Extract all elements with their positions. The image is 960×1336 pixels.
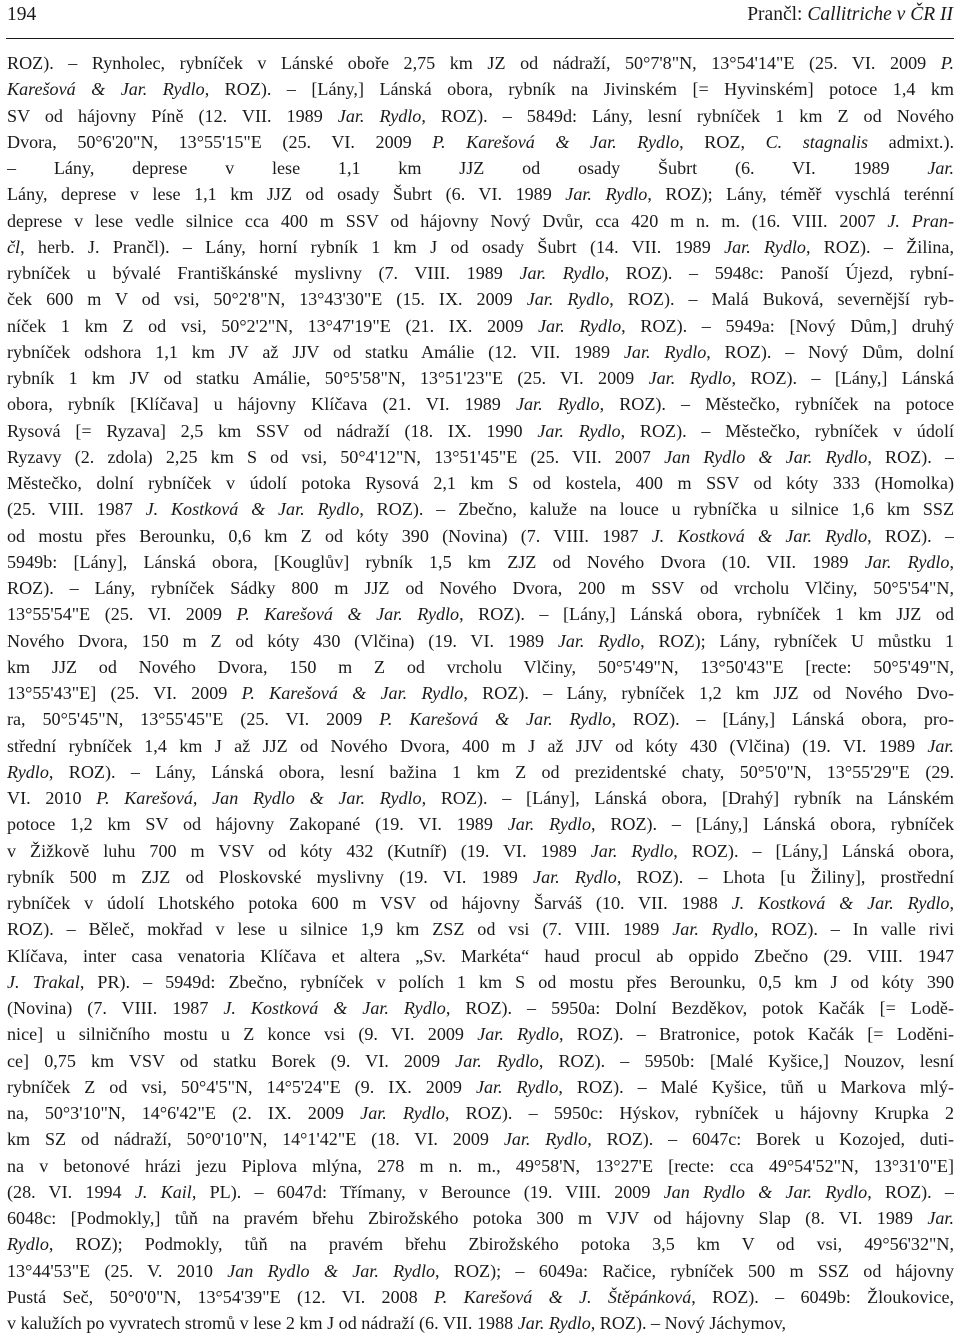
text-line bbox=[7, 654, 954, 680]
text-run: ROZ). – Běleč, mokřad v lese u silnice 1,9 km ZSZ od vsi (7. VIII. 1989 bbox=[7, 919, 673, 940]
text-run: ROZ). – Lány, rybníček Sádky 800 m JJZ od Nového Dvora, 200 m SSV od vrcholu Vlčiny, 50°5'54"N, bbox=[7, 578, 954, 598]
text-run: Dvora, 50°6'20"N, 13°55'15"E (25. VI. 2009 bbox=[7, 131, 433, 152]
text-run: rybníček u bývalé Františkánské myslivny (7. VIII. 1989 bbox=[7, 263, 520, 283]
text-line bbox=[7, 208, 954, 234]
text-run: , ROZ, bbox=[679, 131, 766, 152]
italic-run: Jar. Rydlo bbox=[590, 840, 674, 861]
text-line bbox=[7, 628, 954, 654]
text-run: na, 50°3'10"N, 14°6'42"E (2. IX. 2009 bbox=[7, 1103, 361, 1123]
header-rule bbox=[6, 38, 954, 39]
italic-run: Jar. Rydlo bbox=[533, 866, 617, 887]
text-run: , ROZ). – bbox=[867, 446, 954, 467]
text-run: , ROZ). – [Lány,] Lánská bbox=[731, 368, 954, 388]
text-line bbox=[7, 496, 954, 522]
text-line bbox=[7, 995, 954, 1021]
italic-run: Jar. Rydlo bbox=[724, 236, 806, 257]
text-run: Lány, deprese v lese 1,1 km JJZ od osady Šubrt (6. VI. 1989 bbox=[7, 184, 566, 205]
text-run: (25. VIII. 1987 bbox=[7, 499, 146, 520]
italic-run: P. Karešová & Jar. Rydlo bbox=[432, 131, 680, 152]
text-run: , bbox=[949, 893, 954, 913]
text-run: , ROZ). – 5950c: Hýskov, rybníček u hájovny Krupka 2 bbox=[444, 1103, 954, 1123]
italic-run: Jar. Rydlo bbox=[526, 289, 610, 310]
italic-run: P. Karešová & Jar. Rydlo bbox=[379, 709, 612, 730]
text-run: rybník 500 m ZJZ od Ploskovské myslivny (19. VI. 1989 bbox=[7, 866, 534, 887]
italic-run: čl bbox=[7, 236, 21, 257]
text-line bbox=[7, 838, 954, 864]
italic-run: Rydlo bbox=[7, 1234, 49, 1255]
text-run: ce] 0,75 km VSV od statku Borek (9. VI. 2009 bbox=[7, 1050, 456, 1071]
text-run: Klíčava, inter casa venatoria Klíčava et altera „Sv. Markéta“ haud procul ab oppido Zbečno (29. VIII. 1947 bbox=[7, 945, 954, 966]
italic-run: Jar. Rydlo bbox=[515, 394, 600, 415]
italic-run: Jar. Rydlo bbox=[557, 630, 641, 651]
text-line bbox=[7, 890, 954, 916]
text-line bbox=[7, 1258, 954, 1284]
text-run: , ROZ). – 5950a: Dolní Bezděkov, potok Kačák [= Lodě- bbox=[445, 998, 954, 1018]
text-run: , ROZ). – Lány, Lánská obora, lesní bažina 1 km Z od prezidentské chaty, 50°5'0"N, 13°55'29"E (29. bbox=[48, 761, 954, 782]
text-line bbox=[7, 1284, 954, 1310]
italic-run: P. Karešová & Jar. Rydlo bbox=[241, 683, 464, 703]
text-run: VI. 2010 bbox=[7, 788, 97, 808]
text-run: , ROZ). – Malá Buková, severnější ryb- bbox=[609, 289, 954, 310]
text-line bbox=[7, 260, 954, 286]
text-run: , ROZ). – 5849d: Lány, lesní rybníček 1 km Z od Nového bbox=[421, 105, 954, 126]
text-line bbox=[7, 1100, 954, 1126]
text-line bbox=[7, 444, 954, 470]
italic-run: Jar. Rydlo bbox=[477, 1024, 560, 1045]
text-run: , bbox=[949, 551, 954, 572]
text-run: , ROZ). – Žilina, bbox=[805, 236, 954, 257]
text-run: rybníček v údolí Lhotského potoka 600 m VSV od hájovny Šarváš (10. VII. 1988 bbox=[7, 893, 732, 913]
text-line bbox=[7, 575, 954, 601]
text-run: , ROZ). – [Lány,] Lánská obora, pro- bbox=[611, 709, 954, 730]
text-line bbox=[7, 811, 954, 837]
text-line bbox=[7, 943, 954, 969]
italic-run: Jar. Rydlo bbox=[507, 814, 592, 835]
text-run: 13°55'43"E] (25. VI. 2009 bbox=[7, 683, 242, 703]
text-line bbox=[7, 680, 954, 706]
text-line bbox=[7, 1048, 954, 1074]
italic-run: Jar. bbox=[927, 158, 954, 178]
text-run: střední rybníček 1,4 km J až JJZ od Nového Dvora, 400 m J až JJV od kóty 430 (Vlčina) (19. VI. 1989 bbox=[7, 735, 928, 756]
italic-run: J. Kostková & Jar. Rydlo bbox=[223, 998, 446, 1018]
italic-run: P. Karešová & J. Štěpánková bbox=[434, 1286, 692, 1307]
text-run: , ROZ). – Lány, rybníček 1,2 km JJZ od Nového Dvo- bbox=[463, 683, 954, 703]
text-run: v kalužích po vyvratech stromů v lese 2 km J od nádraží (6. VII. 1988 bbox=[7, 1313, 518, 1333]
text-line bbox=[7, 1205, 954, 1231]
italic-run: Jar. Rydlo bbox=[565, 184, 648, 205]
text-line bbox=[7, 418, 954, 444]
italic-run: J. Kostková & Jar. Rydlo bbox=[731, 893, 950, 913]
text-run: rybník 1 km JV od statku Amálie, 50°5'58"N, 13°51'23"E (25. VI. 2009 bbox=[7, 368, 649, 388]
italic-run: J. Kail bbox=[134, 1181, 192, 1202]
italic-run: Jar. Rydlo bbox=[864, 551, 950, 572]
italic-run: Jar. bbox=[927, 735, 954, 756]
text-line bbox=[7, 1153, 954, 1179]
text-run: 13°44'53"E (25. V. 2010 bbox=[7, 1260, 228, 1281]
text-run: , ROZ). – Nový Dům, dolní bbox=[706, 341, 954, 362]
text-line bbox=[7, 733, 954, 759]
text-run: , ROZ); Podmokly, tůň na pravém břehu Zbirožského potoka 3,5 km V od vsi, 49°56'32"N, bbox=[48, 1234, 954, 1255]
text-line bbox=[7, 470, 954, 496]
text-run: , ROZ). – Bratronice, potok Kačák [= Loděni- bbox=[559, 1024, 954, 1045]
text-line bbox=[7, 1074, 954, 1100]
text-run: deprese v lese vedle silnice cca 400 m SSV od hájovny Nový Dvůr, cca 420 m n. m. (16. VIII. 2007 bbox=[7, 210, 888, 231]
italic-run: Jar. Rydlo bbox=[475, 1076, 559, 1097]
text-line bbox=[7, 50, 954, 76]
text-run: potoce 1,2 km SV od hájovny Zakopané (19. VI. 1989 bbox=[7, 814, 508, 835]
italic-run: J. Pran- bbox=[887, 210, 954, 231]
italic-run: J. Kostková & Jar. Rydlo bbox=[145, 499, 360, 520]
running-title bbox=[747, 0, 953, 30]
running-header bbox=[7, 0, 953, 30]
text-run: rybníček odshora 1,1 km JV až JJV od statku Amálie (12. VII. 1989 bbox=[7, 341, 624, 362]
text-run: (Novina) (7. VIII. 1987 bbox=[7, 998, 224, 1018]
text-run: , ROZ). – bbox=[867, 1181, 954, 1202]
running-title-author: Prančl: bbox=[747, 4, 808, 25]
text-run: , ROZ). – [Lány,] Lánská obora, rybník na Jivinském [= Hyvinském] potoce 1,4 km bbox=[204, 79, 954, 100]
text-line bbox=[7, 129, 954, 155]
italic-run: Jar. Rydlo bbox=[337, 105, 422, 126]
text-line bbox=[7, 1021, 954, 1047]
text-run: od mostu přes Berounku, 0,6 km Z od kóty 390 (Novina) (7. VIII. 1987 bbox=[7, 525, 652, 546]
text-line bbox=[7, 391, 954, 417]
italic-run: Jar. Rydlo bbox=[672, 919, 754, 940]
italic-run: Rydlo bbox=[7, 761, 49, 782]
page-number: 194 bbox=[7, 4, 37, 25]
italic-run: Jar. Rydlo bbox=[503, 1129, 588, 1150]
text-run: Pustá Seč, 50°0'0"N, 13°54'39"E (12. VI. 2008 bbox=[7, 1286, 435, 1307]
text-line bbox=[7, 286, 954, 312]
text-run: na v betonové hrázi jezu Piplova mlýna, 278 m n. m., 49°58'N, 13°27'E [recte: cca 49°54'52"N, 13°31'0"E] bbox=[7, 1155, 954, 1176]
text-run: 5949b: [Lány], Lánská obora, [Kouglův] rybník 1,5 km ZJZ od Nového Dvora (10. VII. 1989 bbox=[7, 551, 865, 572]
text-line bbox=[7, 76, 954, 102]
italic-run: Jar. Rydlo bbox=[519, 263, 605, 283]
text-run: 13°55'54"E (25. VI. 2009 bbox=[7, 604, 237, 625]
italic-run: Jan Rydlo & Jar. Rydlo bbox=[663, 1181, 868, 1202]
italic-run: Jar. Rydlo bbox=[648, 368, 732, 388]
text-run: km SZ od nádraží, 50°0'10"N, 14°1'42"E (18. VI. 2009 bbox=[7, 1129, 504, 1150]
text-run: km JJZ od Nového Dvora, 150 m Z od vrcholu Vlčiny, 50°5'49"N, 13°50'43"E [recte: 50°5'49"N, bbox=[7, 656, 954, 677]
text-run: , ROZ). – 6047c: Borek u Kozojed, duti- bbox=[587, 1129, 954, 1150]
text-run: , ROZ); Lány, téměř vyschlá terénní bbox=[647, 184, 954, 205]
text-line bbox=[7, 339, 954, 365]
text-line bbox=[7, 1231, 954, 1257]
text-line bbox=[7, 313, 954, 339]
text-run: 6048c: [Podmokly,] tůň na pravém břehu Zbirožského potoka 300 m VJV od hájovny Slap (8. VI. 1989 bbox=[7, 1208, 928, 1228]
text-run: níček 1 km Z od vsi, 50°2'2"N, 13°47'19"E (21. IX. 2009 bbox=[7, 315, 538, 336]
text-run: , ROZ). – Zbečno, kaluže na louce u rybníčka u silnice 1,6 km SSZ bbox=[359, 499, 954, 520]
text-run: obora, rybník [Klíčava] u hájovny Klíčava (21. VI. 1989 bbox=[7, 394, 516, 415]
text-run: rybníček Z od vsi, 50°4'5"N, 14°5'24"E (9. IX. 2009 bbox=[7, 1076, 476, 1097]
text-run: , ROZ); Lány, rybníček U můstku 1 bbox=[640, 630, 954, 651]
text-line bbox=[7, 706, 954, 732]
text-line bbox=[7, 864, 954, 890]
text-run: , herb. J. Prančl). – Lány, horní rybník 1 km J od osady Šubrt (14. VII. 1989 bbox=[20, 236, 725, 257]
italic-run: Jar. Rydlo bbox=[455, 1050, 539, 1071]
text-line bbox=[7, 601, 954, 627]
text-line bbox=[7, 549, 954, 575]
text-run: , ROZ). – Malé Kyšice, tůň u Markova mlý- bbox=[558, 1076, 954, 1097]
italic-run: Jan Rydlo & Jar. Rydlo bbox=[664, 446, 868, 467]
text-run: SV od hájovny Píně (12. VII. 1989 bbox=[7, 105, 338, 126]
text-run: , ROZ). – 5949a: [Nový Dům,] druhý bbox=[621, 315, 954, 336]
text-run: , ROZ). – Městečko, rybníček v údolí bbox=[620, 420, 954, 441]
text-run: , ROZ). – 5950b: [Malé Kyšice,] Nouzov, lesní bbox=[538, 1050, 954, 1071]
text-run: (28. VI. 1994 bbox=[7, 1181, 135, 1202]
text-run: , ROZ). – [Lány,] Lánská obora, rybníček bbox=[591, 814, 954, 835]
text-run: , ROZ). – Městečko, rybníček na potoce bbox=[599, 394, 954, 415]
italic-run: C. stagnalis bbox=[765, 131, 869, 152]
italic-run: Jar. Rydlo bbox=[537, 420, 621, 441]
running-title-work: Callitriche v ČR II bbox=[807, 4, 953, 25]
text-line bbox=[7, 1310, 954, 1336]
text-line bbox=[7, 523, 954, 549]
italic-run: P. Karešová & Jar. Rydlo bbox=[236, 604, 460, 625]
text-run: , ROZ). – 5948c: Panoší Újezd, rybní- bbox=[604, 263, 954, 283]
text-line bbox=[7, 785, 954, 811]
text-line bbox=[7, 916, 954, 942]
body-text bbox=[7, 50, 954, 1336]
text-line bbox=[7, 969, 954, 995]
text-run: , ROZ). – [Lány,] Lánská obora, rybníček 1 km JJZ od bbox=[459, 604, 954, 625]
text-run: , ROZ). – bbox=[867, 525, 954, 546]
text-run: , PL). – 6047d: Třímany, v Berounce (19. VIII. 2009 bbox=[191, 1181, 664, 1202]
italic-run: P. bbox=[940, 53, 954, 73]
text-run: , ROZ). – [Lány,] Lánská obora, bbox=[673, 840, 954, 861]
text-line bbox=[7, 234, 954, 260]
text-run: , ROZ). – In valle rivi bbox=[753, 919, 954, 940]
italic-run: P. Karešová, Jan Rydlo & Jar. Rydlo bbox=[96, 788, 422, 808]
italic-run: Jar. bbox=[927, 1208, 954, 1228]
text-run: ROZ). – Rynholec, rybníček v Lánské oboře 2,75 km JZ od nádraží, 50°7'8"N, 13°54'14"E (25. VI. 2009 bbox=[7, 53, 941, 73]
text-run: Ryzavy (2. zdola) 2,25 km S od vsi, 50°4'12"N, 13°51'45"E (25. VII. 2007 bbox=[7, 446, 665, 467]
text-line bbox=[7, 155, 954, 181]
italic-run: J. Kostková & Jar. Rydlo bbox=[651, 525, 868, 546]
text-run: , ROZ). – Lhota [u Žiliny], prostřední bbox=[616, 866, 954, 887]
italic-run: J. Trakal bbox=[7, 971, 80, 992]
text-run: ček 600 m V od vsi, 50°2'8"N, 13°43'30"E (15. IX. 2009 bbox=[7, 289, 527, 310]
text-line bbox=[7, 1126, 954, 1152]
text-run: – Lány, deprese v lese 1,1 km JJZ od osady Šubrt (6. VI. 1989 bbox=[7, 158, 928, 178]
text-line bbox=[7, 1179, 954, 1205]
text-run: admixt.). bbox=[868, 131, 954, 152]
text-run: nice] u silničního mostu u Z konce vsi (9. VI. 2009 bbox=[7, 1024, 478, 1045]
text-line bbox=[7, 365, 954, 391]
italic-run: Karešová & Jar. Rydlo bbox=[7, 79, 205, 100]
text-run: , ROZ). – [Lány], Lánská obora, [Drahý] rybník na Lánském bbox=[421, 788, 954, 808]
text-line bbox=[7, 759, 954, 785]
italic-run: Jan Rydlo & Jar. Rydlo bbox=[227, 1260, 436, 1281]
italic-run: Jar. Rydlo bbox=[623, 341, 707, 362]
italic-run: Jar. Rydlo bbox=[517, 1313, 591, 1333]
italic-run: Jar. Rydlo bbox=[537, 315, 622, 336]
text-line bbox=[7, 103, 954, 129]
text-run: Rysová [= Ryzava] 2,5 km SSV od nádraží (18. IX. 1990 bbox=[7, 420, 538, 441]
text-run: Městečko, dolní rybníček v údolí potoka Rysová 2,1 km S od kostela, 400 m SSV od kóty 333 (Homolka) bbox=[7, 473, 954, 493]
text-run: , PR). – 5949d: Zbečno, rybníček v polích 1 km S od mostu přes Berounku, 0,5 km J od kóty 390 bbox=[79, 971, 954, 992]
text-run: , ROZ). – 6049b: Žloukovice, bbox=[691, 1286, 954, 1307]
text-run: v Žižkově luhu 700 m VSV od kóty 432 (Kutníř) (19. VI. 1989 bbox=[7, 840, 591, 861]
text-run: , ROZ); – 6049a: Račice, rybníček 500 m SSZ od hájovny bbox=[435, 1260, 954, 1281]
italic-run: Jar. Rydlo bbox=[360, 1103, 445, 1123]
text-run: ra, 50°5'45"N, 13°55'45"E (25. VI. 2009 bbox=[7, 709, 380, 730]
text-run: , ROZ). – Nový Jáchymov, bbox=[590, 1313, 787, 1333]
text-run: Nového Dvora, 150 m Z od kóty 430 (Vlčina) (19. VI. 1989 bbox=[7, 630, 558, 651]
text-line bbox=[7, 181, 954, 207]
